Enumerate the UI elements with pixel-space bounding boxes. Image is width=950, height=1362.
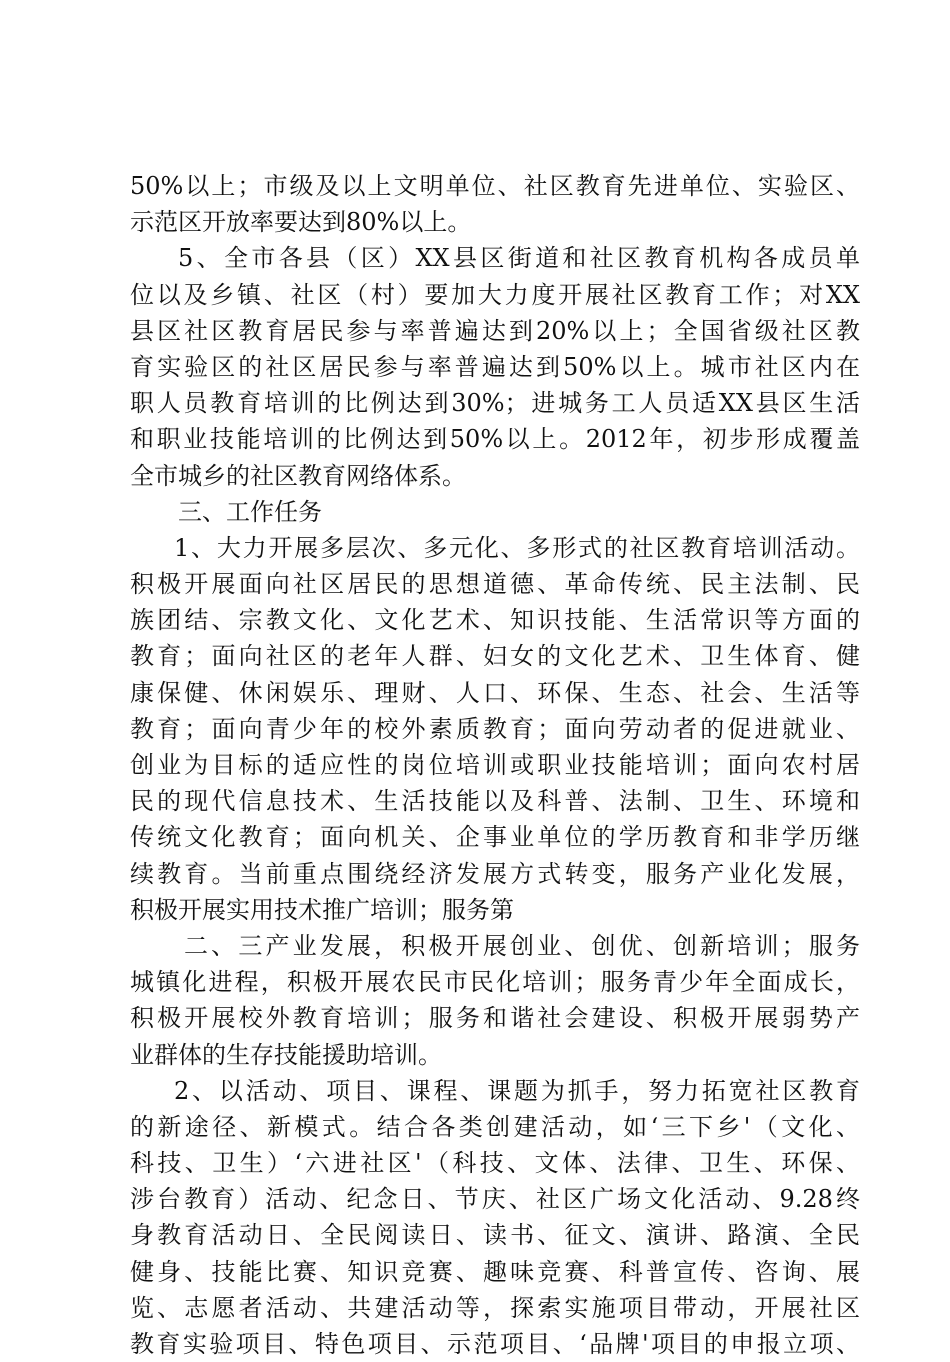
paragraph (130, 168, 860, 240)
paragraph (130, 928, 860, 1073)
text-line: 全市城乡的社区教育网络体系。 (130, 461, 466, 490)
text-line: 积极开展实用技术推广培训；服务第 (130, 895, 514, 924)
text-line: 5、全市各县（区）XX县区街道和社区教育机构各成员单 (178, 244, 860, 273)
text-line: 教育实验项目、特色项目、示范项目、‘品牌'项目的申报立项、 (130, 1330, 860, 1358)
text-line: 览、志愿者活动、共建活动等，探索实施项目带动，开展社区 (130, 1293, 860, 1322)
text-line: 康保健、休闲娱乐、理财、人口、环保、生态、社会、生活等 (130, 678, 860, 707)
text-line: 教育；面向社区的老年人群、妇女的文化艺术、卫生体育、健 (130, 642, 860, 671)
text-line: 职人员教育培训的比例达到30%；进城务工人员适XX县区生活 (130, 389, 860, 418)
text-line: 科技、卫生）‘六进社区'（科技、文体、法律、卫生、环保、 (130, 1149, 860, 1178)
text-line: 城镇化进程，积极开展农民市民化培训；服务青少年全面成长， (130, 968, 860, 997)
text-line: 1、大力开展多层次、多元化、多形式的社区教育培训活动。 (174, 533, 860, 562)
text-line: 的新途径、新模式。结合各类创建活动，如‘三下乡'（文化、 (130, 1112, 860, 1141)
text-line: 积极开展校外教育培训；服务和谐社会建设、积极开展弱势产 (130, 1004, 860, 1033)
text-line: 传统文化教育；面向机关、企事业单位的学历教育和非学历继 (130, 823, 860, 852)
text-line: 二、三产业发展，积极开展创业、创优、创新培训；服务 (184, 931, 860, 960)
text-line: 和职业技能培训的比例达到50%以上。2012年，初步形成覆盖 (130, 425, 860, 454)
paragraph (130, 240, 860, 493)
text-line: 育实验区的社区居民参与率普遍达到50%以上。城市社区内在 (130, 352, 860, 381)
text-line: 积极开展面向社区居民的思想道德、革命传统、民主法制、民 (130, 570, 860, 599)
paragraph (130, 1073, 860, 1362)
text-line: 示范区开放率要达到80%以上。 (130, 208, 472, 237)
paragraph (130, 494, 860, 530)
text-line: 业群体的生存技能援助培训。 (130, 1040, 442, 1069)
text-line: 身教育活动日、全民阅读日、读书、征文、演讲、路演、全民 (130, 1221, 860, 1250)
text-line: 2、以活动、项目、课程、课题为抓手，努力拓宽社区教育 (174, 1076, 860, 1105)
text-line: 50%以上；市级及以上文明单位、社区教育先进单位、实验区、 (130, 172, 860, 200)
text-line: 创业为目标的适应性的岗位培训或职业技能培训；面向农村居 (130, 751, 860, 779)
text-line: 续教育。当前重点围绕经济发展方式转变，服务产业化发展， (130, 859, 860, 888)
text-line: 健身、技能比赛、知识竞赛、趣味竞赛、科普宣传、咨询、展 (130, 1257, 860, 1286)
text-line: 三、工作任务 (178, 497, 322, 526)
text-line: 县区社区教育居民参与率普遍达到20%以上；全国省级社区教 (130, 316, 860, 345)
text-line: 教育；面向青少年的校外素质教育；面向劳动者的促进就业、 (130, 714, 860, 743)
text-line: 涉台教育）活动、纪念日、节庆、社区广场文化活动、9.28终 (130, 1185, 860, 1214)
text-line: 族团结、宗教文化、文化艺术、知识技能、生活常识等方面的 (130, 606, 860, 635)
paragraph (130, 530, 860, 928)
text-line: 民的现代信息技术、生活技能以及科普、法制、卫生、环境和 (130, 787, 860, 816)
document-body (130, 168, 860, 1362)
text-line: 位以及乡镇、社区（村）要加大力度开展社区教育工作；对XX (130, 280, 860, 309)
